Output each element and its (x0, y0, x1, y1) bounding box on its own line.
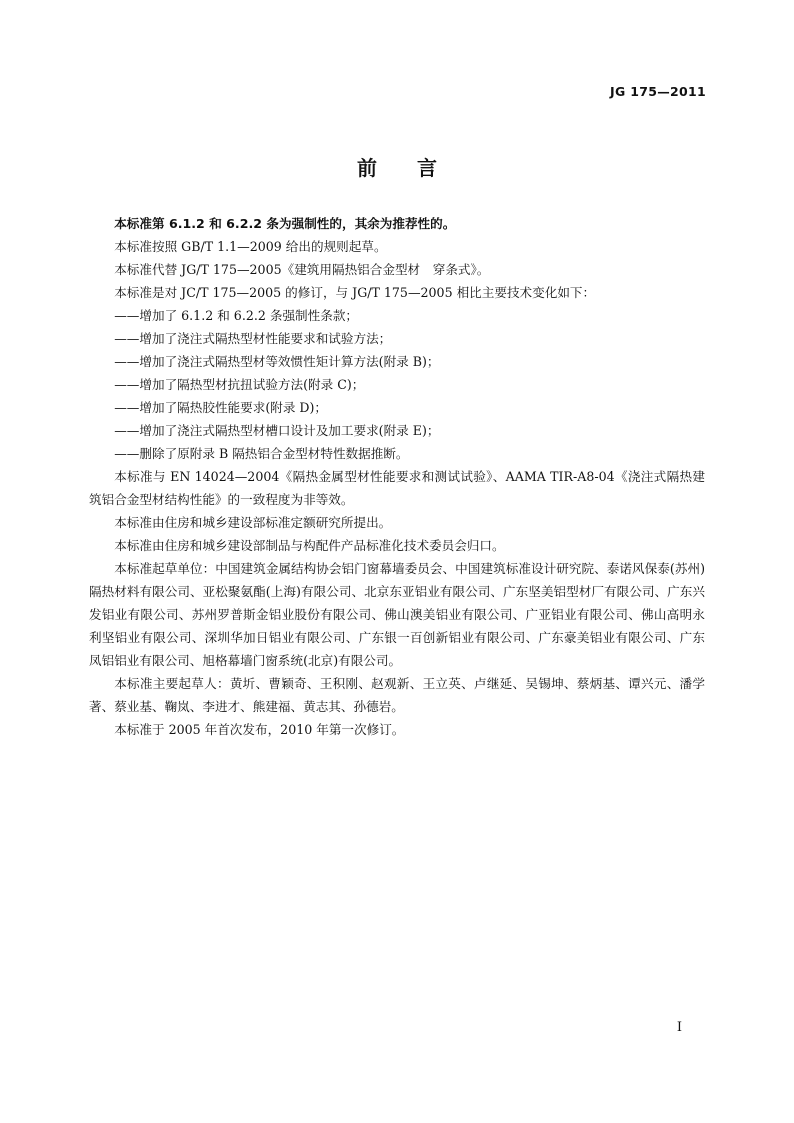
change-item: ——增加了隔热胶性能要求(附录 D)； (114, 400, 328, 415)
change-item: ——增加了浇注式隔热型材性能要求和试验方法； (114, 331, 392, 346)
paragraph-equivalence: 本标准与 EN 14024—2004《隔热金属型材性能要求和测试试验》、AAMA TIR-A8-04《浇注式隔热建筑铝合金型材结构性能》的一致程度为非等效。 (89, 469, 705, 507)
paragraph-drafting-units: 本标准起草单位：中国建筑金属结构协会铝门窗幕墙委员会、中国建筑标准设计研究院、泰诺风保泰(苏州)隔热材料有限公司、亚松聚氨酯(上海)有限公司、北京东亚铝业有限公司、广东坚美铝型材厂有限公司、广东兴发铝业有限公司、苏州罗普斯金铝业股份有限公司、佛山澳美铝业有限公司、广亚铝业有限公司、佛山高明永利坚铝业有限公司、深圳华加日铝业有限公司、广东银一百创新铝业有限公司、广东豪美铝业有限公司、广东凤铝铝业有限公司、旭格幕墙门窗系统(北京)有限公司。 (89, 561, 705, 668)
paragraph-drafting-rules: 本标准按照 GB/T 1.1—2009 给出的规则起草。 (114, 239, 387, 254)
document-body (89, 212, 705, 741)
page-header-standard-code: JG 175—2011 (610, 84, 706, 99)
paragraph-revision-intro: 本标准是对 JC/T 175—2005 的修订，与 JG/T 175—2005 相比主要技术变化如下： (114, 285, 596, 300)
change-item: ——增加了浇注式隔热型材等效惯性矩计算方法(附录 B)； (114, 354, 440, 369)
page-number: I (676, 1020, 682, 1035)
paragraph-publication-history: 本标准于 2005 年首次发布，2010 年第一次修订。 (114, 722, 405, 737)
change-item: ——增加了隔热型材抗扭试验方法(附录 C)； (114, 377, 365, 392)
change-item: ——增加了浇注式隔热型材槽口设计及加工要求(附录 E)； (114, 423, 440, 438)
paragraph-drafters: 本标准主要起草人：黄圻、曹颖奇、王积刚、赵观新、王立英、卢继延、吴锡坤、蔡炳基、谭兴元、潘学著、蔡业基、鞠岚、李进才、熊建福、黄志其、孙德岩。 (89, 676, 705, 714)
change-item: ——删除了原附录 B 隔热铝合金型材特性数据推断。 (114, 446, 409, 461)
paragraph-replaces: 本标准代替 JG/T 175—2005《建筑用隔热铝合金型材 穿条式》。 (114, 262, 490, 277)
paragraph-mandatory-clause: 本标准第 6.1.2 和 6.2.2 条为强制性的，其余为推荐性的。 (114, 216, 456, 231)
change-item: ——增加了 6.1.2 和 6.2.2 条强制性条款； (114, 308, 359, 323)
paragraph-administered-by: 本标准由住房和城乡建设部制品与构配件产品标准化技术委员会归口。 (114, 538, 505, 553)
page-title: 前言 (357, 156, 477, 180)
paragraph-proposed-by: 本标准由住房和城乡建设部标准定额研究所提出。 (114, 515, 392, 530)
